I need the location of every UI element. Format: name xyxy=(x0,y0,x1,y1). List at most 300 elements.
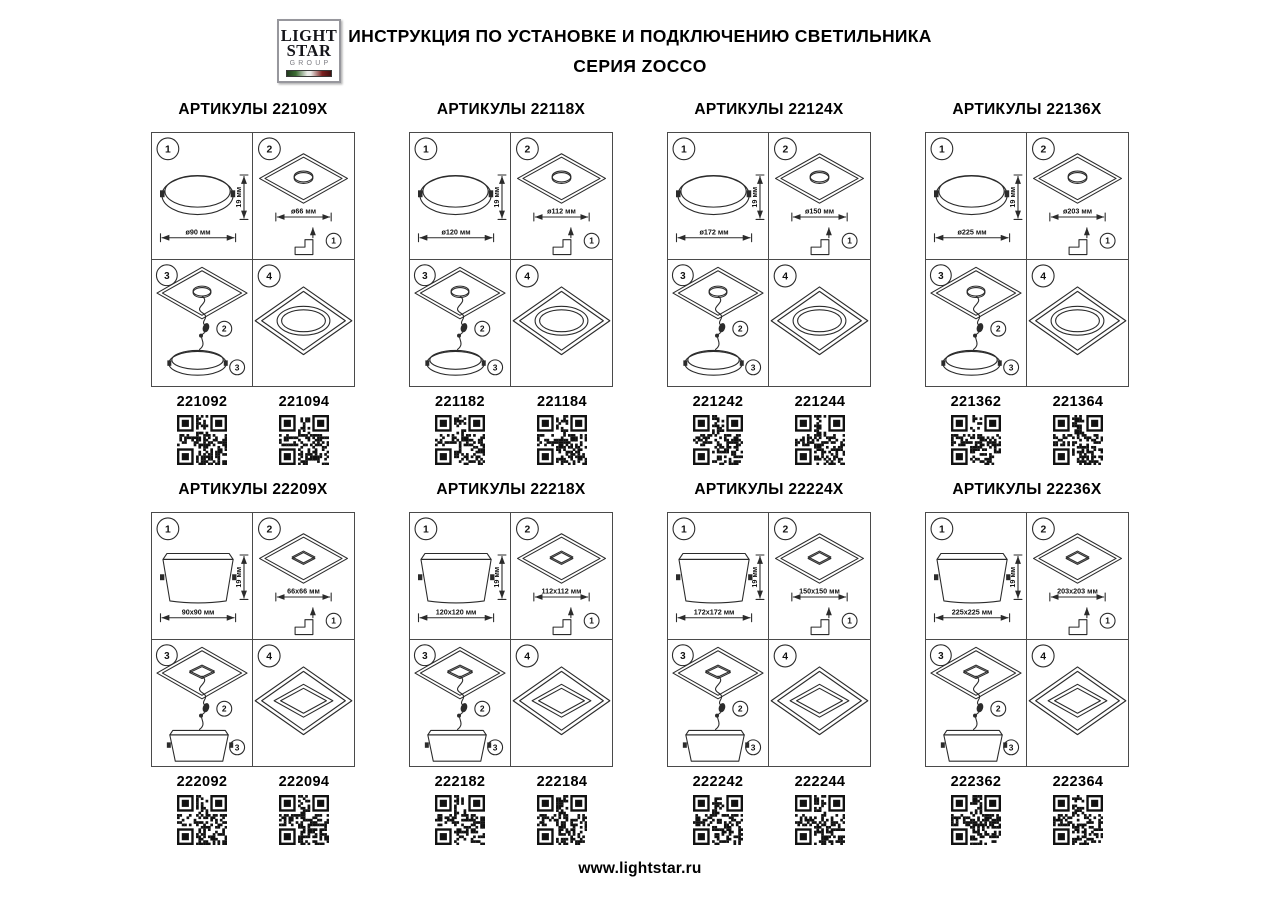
dimension-label: 172x172 мм xyxy=(693,607,735,617)
product-panel xyxy=(667,479,871,845)
step-cell-4 xyxy=(253,640,354,767)
article-item xyxy=(409,394,511,465)
step-number: 4 xyxy=(266,271,273,283)
cutout-hole xyxy=(292,551,315,564)
article-number: 222184 xyxy=(536,774,588,790)
installed-fixture xyxy=(277,306,330,335)
article-item xyxy=(667,774,769,845)
step-number-badge xyxy=(930,644,951,665)
step-1-diagram xyxy=(152,133,252,259)
step-cell-1 xyxy=(152,133,253,260)
step-number-badge xyxy=(414,644,435,665)
qr-code xyxy=(177,415,227,465)
article-item xyxy=(1027,774,1129,845)
ceiling-tile xyxy=(513,286,610,354)
dimension-vertical xyxy=(750,555,764,599)
ceiling-tile xyxy=(776,154,864,203)
dimension-label: 19 мм xyxy=(492,566,502,588)
dimension-horizontal xyxy=(676,227,751,241)
product-panel xyxy=(151,99,355,465)
step-number-badge xyxy=(1033,138,1055,160)
step-number: 3 xyxy=(750,361,756,372)
dimension-label: ø112 мм xyxy=(547,206,576,216)
qr-code xyxy=(279,795,329,845)
step-cell-3 xyxy=(926,260,1027,387)
step-cell-3 xyxy=(152,640,253,767)
ceiling-tile xyxy=(513,666,610,734)
fixture-drawing xyxy=(425,350,485,375)
fixture-drawing xyxy=(167,730,233,761)
dimension-horizontal xyxy=(676,607,751,621)
ceiling-tile xyxy=(518,534,606,583)
step-cell-2 xyxy=(511,133,612,260)
ceiling-tile xyxy=(1029,666,1126,734)
dimension-vertical xyxy=(750,175,764,219)
step-number: 3 xyxy=(492,361,498,372)
dimension-label: ø203 мм xyxy=(1062,206,1093,216)
dimension-horizontal xyxy=(276,587,331,601)
cut-tool-icon xyxy=(811,608,829,635)
dimension-label: 150x150 мм xyxy=(799,586,840,596)
article-item xyxy=(769,774,871,845)
supply-wire xyxy=(973,296,984,349)
installed-fixture xyxy=(793,306,846,335)
ceiling-tile xyxy=(1034,534,1122,583)
step-number: 2 xyxy=(479,703,485,714)
step-1-diagram xyxy=(152,513,252,639)
step-number-badge xyxy=(475,701,490,716)
ceiling-tile xyxy=(157,267,247,318)
article-number: 221364 xyxy=(1052,394,1104,410)
installation-steps-box xyxy=(925,132,1129,387)
step-cell-2 xyxy=(511,513,612,640)
step-number-badge xyxy=(217,321,232,336)
installation-steps-box xyxy=(409,132,613,387)
title-line-2: СЕРИЯ ZOCCO xyxy=(573,56,707,76)
installation-steps-box xyxy=(667,512,871,767)
dimension-label: ø172 мм xyxy=(699,227,729,237)
qr-code xyxy=(1053,415,1103,465)
supply-wire xyxy=(715,296,726,349)
step-number: 3 xyxy=(234,361,240,372)
step-number: 4 xyxy=(1040,651,1047,663)
installation-steps-box xyxy=(667,132,871,387)
dimension-horizontal xyxy=(534,587,589,601)
step-3-diagram xyxy=(410,260,510,387)
step-number: 2 xyxy=(995,703,1001,714)
step-number: 2 xyxy=(995,323,1001,334)
dimension-horizontal xyxy=(934,607,1009,621)
step-number: 2 xyxy=(1040,144,1047,156)
step-number: 1 xyxy=(589,615,594,626)
article-item xyxy=(511,774,613,845)
cut-tool-icon xyxy=(295,608,313,635)
step-number-badge xyxy=(1032,264,1054,286)
step-2-diagram xyxy=(1027,513,1128,639)
panel-title: АРТИКУЛЫ 22218X xyxy=(436,481,586,498)
product-panel xyxy=(925,99,1129,465)
step-cell-3 xyxy=(668,640,769,767)
fixture-side-view xyxy=(676,175,751,214)
fixture-side-view xyxy=(418,554,494,603)
panel-title: АРТИКУЛЫ 22224X xyxy=(694,481,844,498)
step-number: 2 xyxy=(266,144,273,156)
cut-tool-icon xyxy=(295,228,313,255)
step-number-badge xyxy=(156,644,177,665)
cutout-hole xyxy=(810,171,829,183)
dimension-horizontal xyxy=(792,587,847,601)
dimension-label: 19 мм xyxy=(234,186,244,208)
step-number: 2 xyxy=(524,144,531,156)
fixture-side-view xyxy=(418,175,493,214)
step-number: 1 xyxy=(681,144,687,156)
installation-steps-box xyxy=(409,512,613,767)
step-2-diagram xyxy=(511,513,612,639)
article-list xyxy=(925,774,1129,845)
product-panel xyxy=(151,479,355,845)
article-item xyxy=(769,394,871,465)
product-panel xyxy=(409,99,613,465)
article-number: 222362 xyxy=(950,774,1002,790)
step-number-badge xyxy=(157,138,179,160)
dimension-label: 66x66 мм xyxy=(287,586,320,596)
dimension-label: 19 мм xyxy=(750,566,760,588)
step-1-diagram xyxy=(410,133,510,259)
step-number: 1 xyxy=(1105,235,1110,246)
dimension-vertical xyxy=(1008,555,1022,599)
step-number: 1 xyxy=(331,615,336,626)
step-2-diagram xyxy=(1027,133,1128,259)
panel-title: АРТИКУЛЫ 22136X xyxy=(952,101,1102,118)
fixture-drawing xyxy=(941,730,1007,761)
cutout-hole xyxy=(294,171,313,183)
step-cell-3 xyxy=(152,260,253,387)
step-number: 3 xyxy=(680,650,686,662)
step-number-badge xyxy=(326,613,341,628)
article-number: 222092 xyxy=(176,774,228,790)
step-1-diagram xyxy=(668,513,768,639)
qr-code xyxy=(279,415,329,465)
ceiling-tile xyxy=(673,647,763,698)
installed-fixture xyxy=(532,684,591,717)
logo-text-group: GROUP xyxy=(289,60,332,67)
cut-tool-icon xyxy=(811,228,829,255)
step-number-badge xyxy=(673,138,695,160)
qr-code xyxy=(693,795,743,845)
step-number-badge xyxy=(326,233,341,248)
dimension-label: ø90 мм xyxy=(185,227,211,237)
step-3-diagram xyxy=(668,260,768,387)
step-number-badge xyxy=(673,518,695,540)
step-number-badge xyxy=(415,518,437,540)
step-number-badge xyxy=(584,613,599,628)
cut-tool-icon xyxy=(553,228,571,255)
step-number: 2 xyxy=(1040,524,1047,536)
installation-steps-box xyxy=(151,132,355,387)
step-cell-4 xyxy=(1027,260,1128,387)
supply-wire xyxy=(457,676,468,729)
step-number: 1 xyxy=(331,235,336,246)
fixture-drawing xyxy=(683,730,749,761)
article-number: 221242 xyxy=(692,394,744,410)
ceiling-tile xyxy=(518,154,606,203)
dimension-vertical xyxy=(492,175,506,219)
step-cell-2 xyxy=(769,513,870,640)
article-list xyxy=(151,774,355,845)
ceiling-tile xyxy=(255,666,352,734)
step-number-badge xyxy=(842,613,857,628)
step-number: 4 xyxy=(782,271,789,283)
step-number-badge xyxy=(258,264,280,286)
article-list xyxy=(409,394,613,465)
installed-fixture xyxy=(790,684,849,717)
installed-fixture xyxy=(1051,306,1104,335)
fixture-drawing xyxy=(941,350,1001,375)
step-number-badge xyxy=(488,359,503,374)
website-url: www.lightstar.ru xyxy=(578,860,702,877)
step-number: 1 xyxy=(847,615,852,626)
qr-code xyxy=(435,795,485,845)
ceiling-tile xyxy=(1029,286,1126,354)
title-line-1: ИНСТРУКЦИЯ ПО УСТАНОВКЕ И ПОДКЛЮЧЕНИЮ СВЕТИЛЬНИКА xyxy=(348,26,932,46)
step-number: 1 xyxy=(847,235,852,246)
step-4-diagram xyxy=(511,260,612,387)
step-number: 1 xyxy=(1105,615,1110,626)
step-number-badge xyxy=(746,359,761,374)
dimension-label: 19 мм xyxy=(492,186,502,208)
fixture-side-view xyxy=(160,554,236,603)
step-cell-4 xyxy=(769,260,870,387)
step-3-diagram xyxy=(152,640,252,767)
cutout-hole xyxy=(808,551,831,564)
dimension-horizontal xyxy=(934,227,1009,241)
step-number: 3 xyxy=(164,270,170,282)
article-item xyxy=(253,394,355,465)
step-cell-4 xyxy=(511,260,612,387)
step-number-badge xyxy=(259,518,281,540)
step-number-badge xyxy=(516,264,538,286)
step-3-diagram xyxy=(152,260,252,387)
article-number: 221362 xyxy=(950,394,1002,410)
cutout-hole xyxy=(1068,171,1087,183)
dimension-label: 19 мм xyxy=(1008,566,1018,588)
step-number: 1 xyxy=(939,524,945,536)
step-number-badge xyxy=(1100,613,1115,628)
fixture-drawing xyxy=(425,730,491,761)
step-number: 4 xyxy=(782,651,789,663)
step-number: 1 xyxy=(423,144,429,156)
dimension-horizontal xyxy=(276,207,331,221)
step-number-badge xyxy=(517,518,539,540)
fixture-side-view xyxy=(934,175,1009,214)
dimension-horizontal xyxy=(160,607,235,621)
article-item xyxy=(1027,394,1129,465)
step-number-badge xyxy=(991,701,1006,716)
step-cell-4 xyxy=(769,640,870,767)
step-number-badge xyxy=(1100,233,1115,248)
dimension-label: ø120 мм xyxy=(441,227,471,237)
step-cell-4 xyxy=(253,260,354,387)
step-number: 3 xyxy=(1008,361,1014,372)
product-panel xyxy=(667,99,871,465)
panel-row-round xyxy=(0,99,1280,465)
step-number-badge xyxy=(842,233,857,248)
installation-steps-box xyxy=(925,512,1129,767)
step-cell-1 xyxy=(668,513,769,640)
dimension-horizontal xyxy=(418,227,493,241)
step-number: 4 xyxy=(266,651,273,663)
step-number: 4 xyxy=(524,271,531,283)
dimension-horizontal xyxy=(792,207,847,221)
ceiling-tile xyxy=(771,666,868,734)
panel-title: АРТИКУЛЫ 22209X xyxy=(178,481,328,498)
step-number-badge xyxy=(259,138,281,160)
step-number-badge xyxy=(156,264,177,285)
dimension-vertical xyxy=(1008,175,1022,219)
step-4-diagram xyxy=(511,640,612,767)
ceiling-tile xyxy=(415,647,505,698)
article-list xyxy=(925,394,1129,465)
step-number-badge xyxy=(672,644,693,665)
step-number-badge xyxy=(584,233,599,248)
dimension-label: ø150 мм xyxy=(804,206,835,216)
footer xyxy=(0,860,1280,878)
step-cell-1 xyxy=(410,513,511,640)
qr-code xyxy=(537,795,587,845)
dimension-label: ø66 мм xyxy=(290,206,317,216)
step-number: 1 xyxy=(681,524,687,536)
step-1-diagram xyxy=(926,133,1026,259)
article-number: 222244 xyxy=(794,774,846,790)
panel-title: АРТИКУЛЫ 22124X xyxy=(694,101,844,118)
article-number: 222182 xyxy=(434,774,486,790)
step-cell-1 xyxy=(668,133,769,260)
article-item xyxy=(925,774,1027,845)
step-number-badge xyxy=(415,138,437,160)
step-cell-3 xyxy=(926,640,1027,767)
article-list xyxy=(667,394,871,465)
qr-code xyxy=(795,795,845,845)
step-number-badge xyxy=(517,138,539,160)
ceiling-tile xyxy=(260,534,348,583)
step-2-diagram xyxy=(253,133,354,259)
step-4-diagram xyxy=(769,260,870,387)
step-3-diagram xyxy=(410,640,510,767)
supply-wire xyxy=(973,676,984,729)
qr-code xyxy=(1053,795,1103,845)
article-item xyxy=(253,774,355,845)
dimension-label: 19 мм xyxy=(234,566,244,588)
step-number-badge xyxy=(733,701,748,716)
step-number-badge xyxy=(775,138,797,160)
qr-code xyxy=(795,415,845,465)
step-cell-3 xyxy=(410,640,511,767)
step-1-diagram xyxy=(926,513,1026,639)
qr-code xyxy=(435,415,485,465)
article-item xyxy=(511,394,613,465)
step-number: 3 xyxy=(750,741,756,752)
step-number: 2 xyxy=(266,524,273,536)
step-number: 2 xyxy=(782,524,789,536)
article-number: 222364 xyxy=(1052,774,1104,790)
step-number-badge xyxy=(258,644,280,666)
dimension-horizontal xyxy=(534,207,589,221)
qr-code xyxy=(177,795,227,845)
dimension-label: 19 мм xyxy=(1008,186,1018,208)
step-number: 3 xyxy=(234,741,240,752)
step-cell-1 xyxy=(410,133,511,260)
step-number: 4 xyxy=(1040,271,1047,283)
step-cell-3 xyxy=(410,260,511,387)
supply-wire xyxy=(199,296,210,349)
article-list xyxy=(409,774,613,845)
dimension-horizontal xyxy=(1050,587,1105,601)
fixture-drawing xyxy=(167,350,227,375)
step-number-badge xyxy=(516,644,538,666)
installed-fixture xyxy=(535,306,588,335)
step-number-badge xyxy=(475,321,490,336)
article-list xyxy=(151,394,355,465)
step-3-diagram xyxy=(926,640,1026,767)
dimension-vertical xyxy=(234,175,248,219)
step-number: 1 xyxy=(939,144,945,156)
step-2-diagram xyxy=(511,133,612,259)
cut-tool-icon xyxy=(1069,228,1087,255)
article-number: 221244 xyxy=(794,394,846,410)
dimension-label: 112x112 мм xyxy=(541,586,582,596)
step-2-diagram xyxy=(769,133,870,259)
step-number-badge xyxy=(1032,644,1054,666)
ceiling-tile xyxy=(1034,154,1122,203)
step-4-diagram xyxy=(1027,260,1128,387)
step-number: 2 xyxy=(479,323,485,334)
article-number: 221094 xyxy=(278,394,330,410)
ceiling-tile xyxy=(931,267,1021,318)
step-cell-1 xyxy=(152,513,253,640)
article-item xyxy=(409,774,511,845)
step-cell-2 xyxy=(253,513,354,640)
step-4-diagram xyxy=(253,260,354,387)
step-number: 3 xyxy=(1008,741,1014,752)
step-number: 1 xyxy=(165,524,171,536)
installation-steps-box xyxy=(151,512,355,767)
step-number-badge xyxy=(672,264,693,285)
installed-fixture xyxy=(1048,684,1107,717)
fixture-side-view xyxy=(160,175,235,214)
dimension-label: 90x90 мм xyxy=(181,607,215,617)
step-number: 3 xyxy=(938,270,944,282)
document-title xyxy=(0,26,1280,77)
step-cell-2 xyxy=(1027,133,1128,260)
step-number-badge xyxy=(1033,518,1055,540)
step-number: 1 xyxy=(589,235,594,246)
supply-wire xyxy=(199,676,210,729)
installed-fixture xyxy=(274,684,333,717)
dimension-horizontal xyxy=(1050,207,1105,221)
ceiling-tile xyxy=(415,267,505,318)
step-1-diagram xyxy=(668,133,768,259)
step-cell-1 xyxy=(926,133,1027,260)
dimension-vertical xyxy=(492,555,506,599)
step-number: 2 xyxy=(737,323,743,334)
step-number-badge xyxy=(774,644,796,666)
ceiling-tile xyxy=(673,267,763,318)
step-cell-2 xyxy=(253,133,354,260)
step-number: 3 xyxy=(492,741,498,752)
step-number-badge xyxy=(1004,359,1019,374)
cutout-hole xyxy=(1066,551,1089,564)
article-item xyxy=(667,394,769,465)
